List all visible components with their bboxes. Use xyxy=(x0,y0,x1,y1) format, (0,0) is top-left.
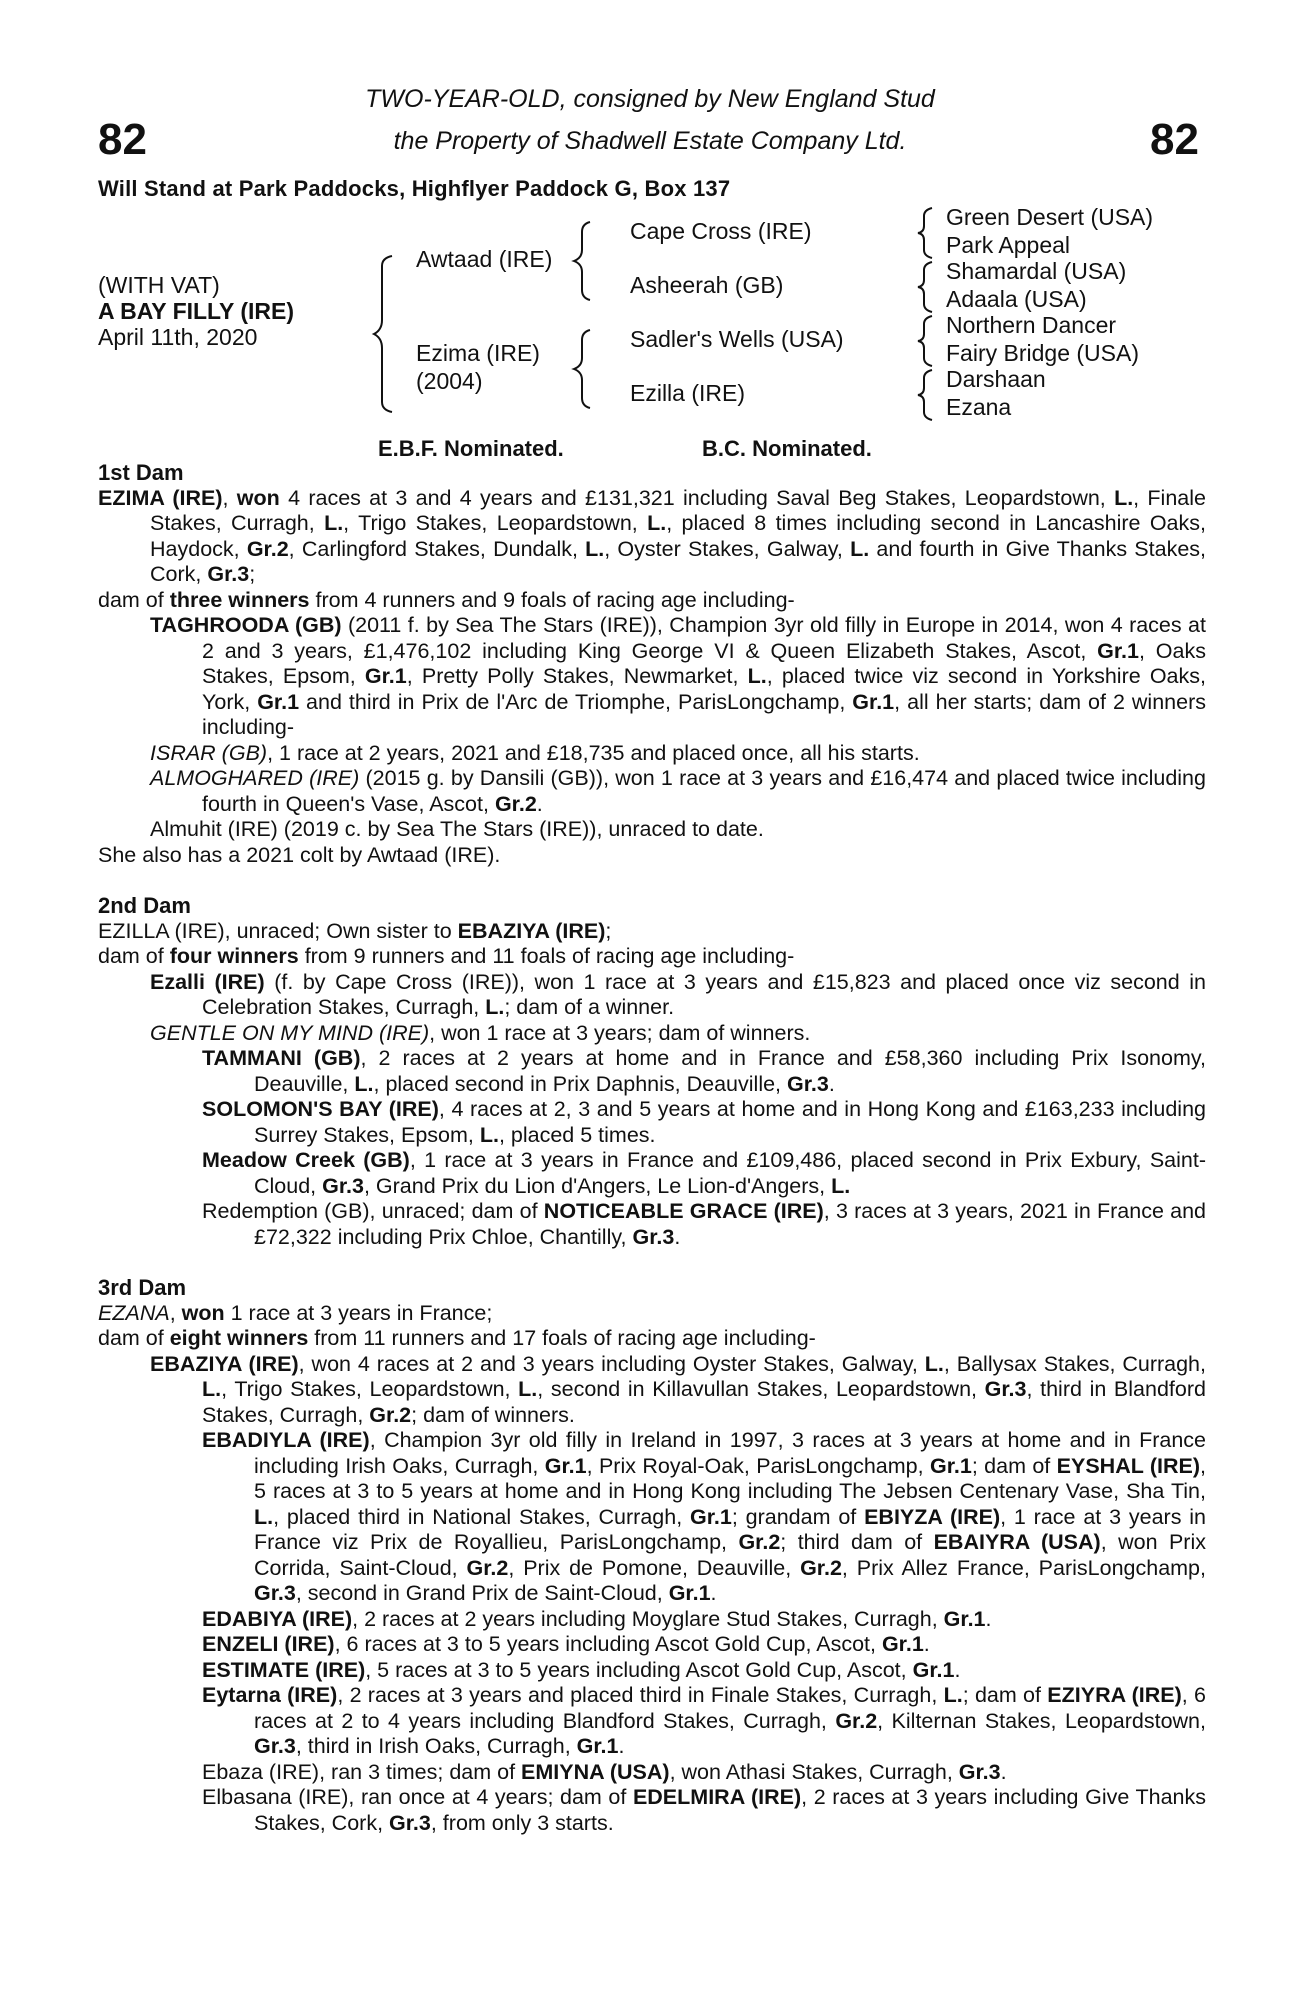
dam-sire: Sadler's Wells (USA) xyxy=(630,326,844,352)
bold-run: Gr.1 xyxy=(544,1453,587,1478)
gen3-dsd: Fairy Bridge (USA) xyxy=(946,340,1139,366)
bold-run: EDELMIRA (IRE) xyxy=(632,1785,802,1809)
bold-run: Gr.1 xyxy=(364,664,407,688)
produce-almoghared: ALMOGHARED (IRE) (2015 g. by Dansili (GB)), won 1 race at 3 years and £16,474 and placed twice including fourth in Queen's Vase, Ascot, Gr.2. xyxy=(150,766,1206,816)
bold-run: L. xyxy=(924,1351,944,1376)
produce-ezalli: Ezalli (IRE) (f. by Cape Cross (IRE)), won 1 race at 3 years and £15,823 and placed once viz second in Celebration Stakes, Curragh, L.; dam of a winner. xyxy=(150,969,1206,1019)
second-dam-record: EZILLA (IRE), unraced; Own sister to EBAZIYA (IRE); xyxy=(98,918,612,943)
stand-location: Will Stand at Park Paddocks, Highflyer Paddock G, Box 137 xyxy=(98,176,731,201)
produce-2021-colt: She also has a 2021 colt by Awtaad (IRE). xyxy=(98,842,501,867)
third-dam-produce-summary: dam of eight winners from 11 runners and 17 foals of racing age including- xyxy=(98,1326,816,1350)
bold-run: Gr.2 xyxy=(835,1708,878,1733)
bold-run: EBAZIYA (IRE) xyxy=(457,918,606,943)
second-dam-produce-summary: dam of four winners from 9 runners and 11 foals of racing age including- xyxy=(98,944,795,968)
bold-run: Gr.1 xyxy=(912,1657,955,1682)
dam-dam: Ezilla (IRE) xyxy=(630,380,746,406)
produce-estimate: ESTIMATE (IRE), 5 races at 3 to 5 years including Ascot Gold Cup, Ascot, Gr.1. xyxy=(202,1657,961,1682)
bold-run: Gr.3 xyxy=(254,1734,296,1758)
bold-run: EZIMA (IRE) xyxy=(98,485,223,510)
bold-run: L. xyxy=(943,1683,963,1707)
bold-run: Gr.3 xyxy=(207,562,250,586)
bold-run: Gr.3 xyxy=(984,1377,1027,1401)
produce-enzeli: ENZELI (IRE), 6 races at 3 to 5 years including Ascot Gold Cup, Ascot, Gr.1. xyxy=(202,1632,930,1656)
bold-run: Gr.2 xyxy=(494,791,537,816)
bold-run: L. xyxy=(202,1377,222,1401)
bold-run: ENZELI (IRE) xyxy=(202,1632,335,1656)
bold-run: Gr.1 xyxy=(929,1453,972,1478)
gen3-ssd: Park Appeal xyxy=(946,232,1071,258)
bold-run: L. xyxy=(1114,485,1134,510)
bold-run: Gr.1 xyxy=(881,1632,924,1656)
sire: Awtaad (IRE) xyxy=(416,246,553,272)
gen3-dss: Northern Dancer xyxy=(946,312,1117,338)
bold-run: EDABIYA (IRE) xyxy=(202,1606,353,1631)
vat-note: (WITH VAT) xyxy=(98,272,220,298)
bold-run: L. xyxy=(254,1504,274,1529)
bold-run: three winners xyxy=(169,587,310,612)
foaling-date: April 11th, 2020 xyxy=(98,324,258,350)
second-dam-section xyxy=(98,893,1206,1250)
bold-run: eight winners xyxy=(169,1326,309,1350)
bold-run: Gr.3 xyxy=(632,1224,675,1249)
bold-run: Gr.2 xyxy=(800,1555,842,1580)
italic-run: ISRAR (GB) xyxy=(150,740,268,765)
bold-run: Gr.1 xyxy=(576,1734,619,1758)
bold-run: Gr.2 xyxy=(466,1555,509,1580)
produce-meadow-creek: Meadow Creek (GB), 1 race at 3 years in France and £109,486, placed second in Prix Exbury, Saint-Cloud, Gr.3, Grand Prix du Lion d'Angers, Le Lion-d'Angers, L. xyxy=(202,1148,1206,1198)
produce-taghrooda: TAGHROODA (GB) (2011 f. by Sea The Stars (IRE)), Champion 3yr old filly in Europe in 2014, won 4 races at 2 and 3 years, £1,476,102 including King George VI & Queen Elizabeth Stakes, Ascot, Gr.1, Oaks Stakes, Epsom, Gr.1, Pretty Polly Stakes, Newmarket, L., placed twice viz second in Yorkshire Oaks, York, Gr.1 and third in Prix de l'Arc de Triomphe, ParisLongchamp, Gr.1, all her starts; dam of 2 winners including- xyxy=(150,613,1206,739)
bold-run: TAMMANI (GB) xyxy=(202,1046,361,1070)
bold-run: EYSHAL (IRE) xyxy=(1056,1453,1201,1478)
gen3-sdd: Adaala (USA) xyxy=(946,286,1087,312)
produce-eytarna: Eytarna (IRE), 2 races at 3 years and placed third in Finale Stakes, Curragh, L.; dam of EZIYRA (IRE), 6 races at 2 to 4 years including Blandford Stakes, Curragh, Gr.2, Kilternan Stakes, Leopardstown, Gr.3, third in Irish Oaks, Curragh, Gr.1. xyxy=(202,1683,1206,1758)
bold-run: Meadow Creek (GB) xyxy=(202,1148,410,1172)
sire-dam: Asheerah (GB) xyxy=(630,272,784,298)
bold-run: L. xyxy=(747,664,767,688)
bold-run: L. xyxy=(324,511,344,535)
bold-run: Gr.1 xyxy=(852,689,895,714)
produce-elbasana: Elbasana (IRE), ran once at 4 years; dam of EDELMIRA (IRE), 2 races at 3 years including Give Thanks Stakes, Cork, Gr.3, from only 3 starts. xyxy=(202,1785,1206,1835)
third-dam-section xyxy=(98,1275,1206,1836)
bold-run: EBAIYRA (USA) xyxy=(933,1530,1101,1554)
dam: Ezima (IRE) xyxy=(416,340,540,366)
bold-run: won xyxy=(181,1300,225,1325)
first-dam-heading: 1st Dam xyxy=(98,460,184,485)
bold-run: L. xyxy=(485,995,505,1019)
property-line: the Property of Shadwell Estate Company Ltd. xyxy=(393,127,907,155)
bold-run: EZIYRA (IRE) xyxy=(1047,1683,1182,1707)
first-dam-produce-summary: dam of three winners from 4 runners and 9 foals of racing age including- xyxy=(98,587,795,612)
bold-run: Gr.3 xyxy=(958,1759,1001,1784)
bold-run: Gr.3 xyxy=(389,1810,431,1835)
second-dam-heading: 2nd Dam xyxy=(98,893,191,918)
gen3-sss: Green Desert (USA) xyxy=(946,204,1154,230)
bold-run: Gr.3 xyxy=(787,1071,829,1096)
italic-run: GENTLE ON MY MIND (IRE) xyxy=(150,1020,430,1045)
lot-number-right: 82 xyxy=(1150,115,1199,164)
horse-name: A BAY FILLY (IRE) xyxy=(98,298,294,324)
dam-year: (2004) xyxy=(416,368,483,394)
produce-ebadiyla: EBADIYLA (IRE), Champion 3yr old filly in Ireland in 1997, 3 races at 3 years at home and in France including Irish Oaks, Curragh, Gr.1, Prix Royal-Oak, ParisLongchamp, Gr.1; dam of EYSHAL (IRE), 5 races at 3 to 5 years at home and in Hong Kong including The Jebsen Centenary Vase, Sha Tin, L., placed third in National Stakes, Curragh, Gr.1; grandam of EBIYZA (IRE), 1 race at 3 years in France viz Prix de Royallieu, ParisLongchamp, Gr.2; third dam of EBAIYRA (USA), won Prix Corrida, Saint-Cloud, Gr.2, Prix de Pomone, Deauville, Gr.2, Prix Allez France, ParisLongchamp, Gr.3, second in Grand Prix de Saint-Cloud, Gr.1. xyxy=(202,1428,1207,1605)
bold-run: L. xyxy=(850,536,870,561)
bold-run: EBADIYLA (IRE) xyxy=(202,1428,370,1452)
produce-gentle-on-my-mind: GENTLE ON MY MIND (IRE), won 1 race at 3 years; dam of winners. xyxy=(150,1020,811,1045)
bold-run: L. xyxy=(647,511,667,535)
produce-tammani: TAMMANI (GB), 2 races at 2 years at home and in France and £58,360 including Prix Isonomy, Deauville, L., placed second in Prix Daphnis, Deauville, Gr.3. xyxy=(202,1046,1207,1096)
first-dam-section xyxy=(98,460,1206,868)
gen3-sds: Shamardal (USA) xyxy=(946,258,1127,284)
bold-run: Eytarna (IRE) xyxy=(202,1683,338,1707)
produce-ebaziya: EBAZIYA (IRE), won 4 races at 2 and 3 years including Oyster Stakes, Galway, L., Ballysax Stakes, Curragh, L., Trigo Stakes, Leopardstown, L., second in Killavullan Stakes, Leopardstown, Gr.3, third in Blandford Stakes, Curragh, Gr.2; dam of winners. xyxy=(150,1351,1206,1427)
bold-run: Gr.3 xyxy=(322,1173,364,1198)
italic-run: EZANA xyxy=(98,1300,170,1325)
bold-run: Gr.1 xyxy=(1097,638,1139,663)
third-dam-record: EZANA, won 1 race at 3 years in France; xyxy=(98,1300,493,1325)
ebf-nomination: E.B.F. Nominated. xyxy=(378,436,564,461)
italic-run: ALMOGHARED (IRE) xyxy=(150,766,360,790)
bold-run: Gr.3 xyxy=(254,1581,296,1605)
first-dam-record: EZIMA (IRE), won 4 races at 3 and 4 years and £131,321 including Saval Beg Stakes, Leopardstown, L., Finale Stakes, Curragh, L., Trigo Stakes, Leopardstown, L., placed 8 times including second in Lancashire Oaks, Haydock, Gr.2, Carlingford Stakes, Dundalk, L., Oyster Stakes, Galway, L. and fourth in Give Thanks Stakes, Cork, Gr.3; xyxy=(98,485,1206,586)
bc-nomination: B.C. Nominated. xyxy=(702,436,872,461)
bold-run: Gr.1 xyxy=(668,1581,711,1605)
gen3-ddd: Ezana xyxy=(946,394,1012,420)
bold-run: TAGHROODA (GB) xyxy=(150,613,342,637)
third-dam-heading: 3rd Dam xyxy=(98,1275,187,1300)
bold-run: SOLOMON'S BAY (IRE) xyxy=(202,1097,439,1121)
bold-run: Gr.1 xyxy=(690,1504,732,1529)
produce-israr: ISRAR (GB), 1 race at 2 years, 2021 and £18,735 and placed once, all his starts. xyxy=(150,740,920,765)
bold-run: L. xyxy=(479,1122,499,1147)
bold-run: ESTIMATE (IRE) xyxy=(202,1657,366,1682)
bold-run: Gr.2 xyxy=(246,536,289,561)
bold-run: L. xyxy=(518,1377,538,1401)
consignor-line: TWO-YEAR-OLD, consigned by New England Stud xyxy=(365,85,935,113)
bold-run: Gr.2 xyxy=(738,1530,781,1554)
bold-run: EBIYZA (IRE) xyxy=(864,1504,1001,1529)
sire-sire: Cape Cross (IRE) xyxy=(630,218,812,244)
bold-run: Gr.2 xyxy=(369,1402,412,1427)
gen3-dds: Darshaan xyxy=(946,366,1046,392)
bold-run: four winners xyxy=(169,944,299,968)
produce-solomons-bay: SOLOMON'S BAY (IRE), 4 races at 2, 3 and 5 years at home and in Hong Kong and £163,233 including Surrey Stakes, Epsom, L., placed 5 times. xyxy=(202,1097,1206,1147)
bold-run: L. xyxy=(354,1071,374,1096)
bold-run: won xyxy=(236,485,280,510)
bold-run: Gr.1 xyxy=(257,689,300,714)
bold-run: Ezalli (IRE) xyxy=(150,969,265,994)
bold-run: EMIYNA (USA) xyxy=(521,1759,670,1784)
bold-run: NOTICEABLE GRACE (IRE) xyxy=(543,1199,824,1223)
produce-edabiya: EDABIYA (IRE), 2 races at 2 years including Moyglare Stud Stakes, Curragh, Gr.1. xyxy=(202,1606,992,1631)
bold-run: L. xyxy=(585,536,605,561)
bold-run: EBAZIYA (IRE) xyxy=(150,1351,299,1376)
produce-redemption: Redemption (GB), unraced; dam of NOTICEABLE GRACE (IRE), 3 races at 3 years, 2021 in France and £72,322 including Prix Chloe, Chantilly, Gr.3. xyxy=(202,1199,1207,1249)
produce-ebaza: Ebaza (IRE), ran 3 times; dam of EMIYNA (USA), won Athasi Stakes, Curragh, Gr.3. xyxy=(202,1759,1007,1784)
lot-number-left: 82 xyxy=(98,115,147,164)
bold-run: L. xyxy=(831,1173,851,1198)
produce-almuhit: Almuhit (IRE) (2019 c. by Sea The Stars (IRE)), unraced to date. xyxy=(150,817,764,841)
bold-run: Gr.1 xyxy=(943,1606,986,1631)
